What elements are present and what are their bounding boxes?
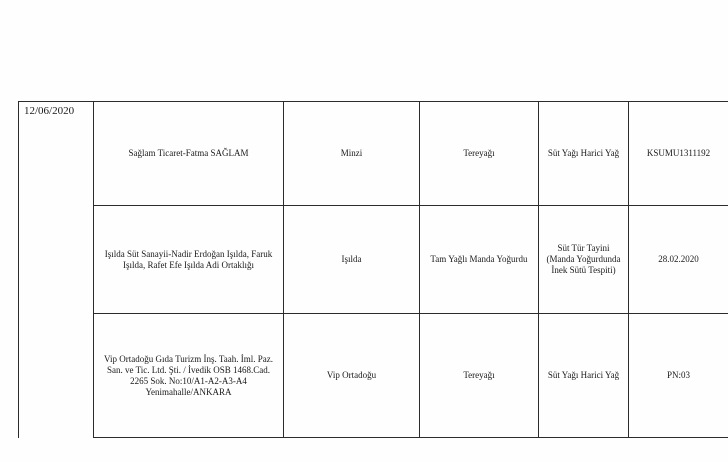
product-cell: Tam Yağlı Manda Yoğurdu [420,206,539,314]
violation-cell: Süt Yağı Harici Yağ [539,102,629,206]
company-cell: Işılda Süt Sanayii-Nadir Erdoğan Işılda, Faruk Işılda, Rafet Efe Işılda Adi Ortaklığı [94,206,284,314]
company-cell: Vip Ortadoğu Gıda Turizm İnş. Taah. İml. Paz. San. ve Tic. Ltd. Şti. / İvedik OSB 1468.Cad. 2265 Sok. No:10/A1-A2-A3-A4 Yenimahalle/ANKARA [94,314,284,438]
product-cell: Tereyağı [420,102,539,206]
date-cell: 12/06/2020 [19,102,94,438]
violation-cell: Süt Tür Tayini (Manda Yoğurdunda İnek Sütü Tespiti) [539,206,629,314]
brand-cell: Vip Ortadoğu [284,314,420,438]
lot-cell: KSUMU1311192 [629,102,728,206]
lot-cell: 28.02.2020 [629,206,728,314]
food-violation-table [18,101,728,438]
product-cell: Tereyağı [420,314,539,438]
table-row [19,206,728,314]
brand-cell: Işılda [284,206,420,314]
brand-cell: Minzi [284,102,420,206]
table-row [19,314,728,438]
company-cell: Sağlam Ticaret-Fatma SAĞLAM [94,102,284,206]
violation-cell: Süt Yağı Harici Yağ [539,314,629,438]
lot-cell: PN:03 [629,314,728,438]
table-row [19,102,728,206]
